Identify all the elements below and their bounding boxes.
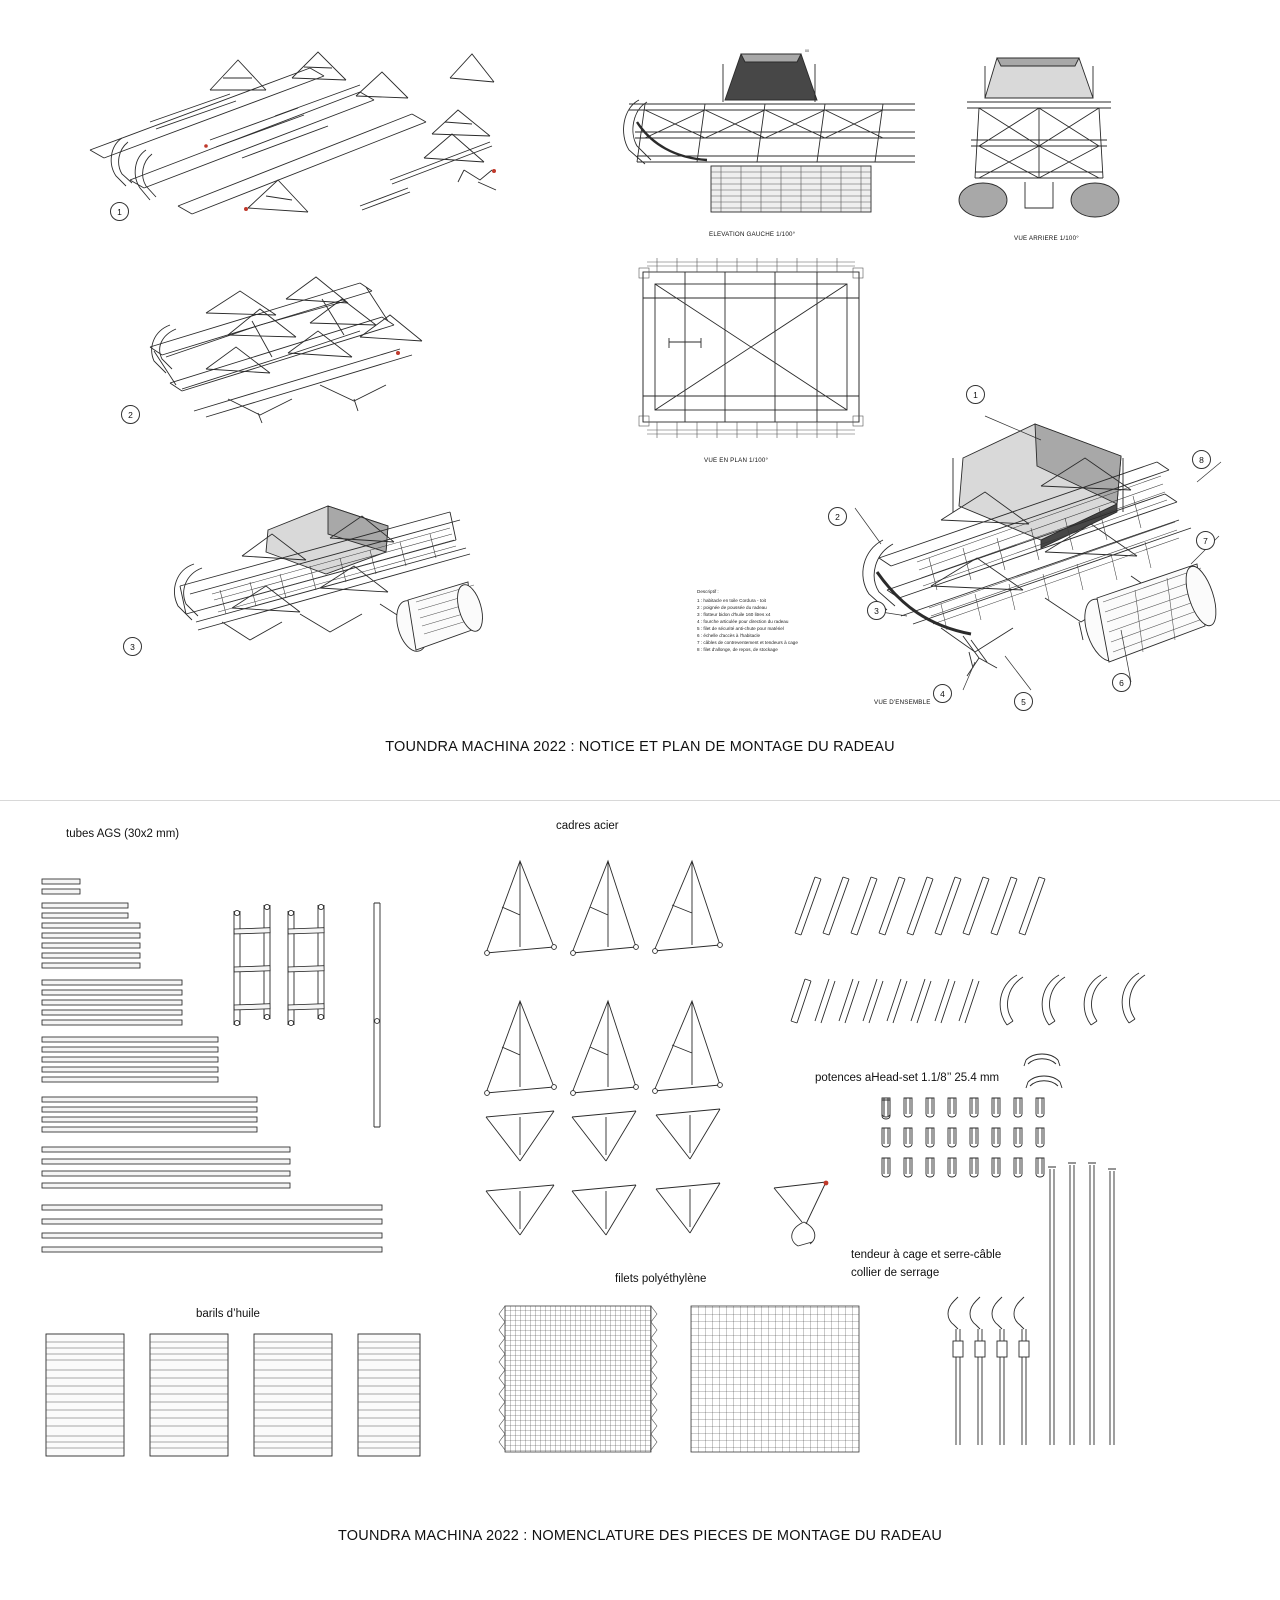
view-vue-ensemble — [845, 400, 1235, 700]
legend-descriptif — [697, 588, 827, 668]
legend-item-7: 7 : câbles de contreventement et tendeurs à cage — [697, 640, 798, 645]
part-callout-7: 7 — [1196, 531, 1215, 550]
part-callout-4: 4 — [933, 684, 952, 703]
parts-barils-huile — [40, 1330, 420, 1465]
legend-item-3: 3 : flotteur bidon d'huile 160 litres x4 — [697, 612, 771, 617]
step-callout-2: 2 — [121, 405, 140, 424]
view-elevation-gauche — [615, 40, 935, 220]
group-label-potences: potences aHead-set 1.1/8’’ 25.4 mm — [815, 1072, 1000, 1084]
parts-clamps-pair — [1022, 1048, 1072, 1088]
part-callout-1: 1 — [966, 385, 985, 404]
legend-item-4: 4 : fourche articulée pour direction du radeau — [697, 619, 789, 624]
view-label-elevation-gauche: ELEVATION GAUCHE 1/100° — [709, 231, 796, 238]
parts-filets — [495, 1300, 865, 1460]
view-vue-arriere — [945, 40, 1135, 225]
part-fourche — [770, 1180, 840, 1250]
step-callout-1: 1 — [110, 202, 129, 221]
legend-item-6: 6 : échelle d'accès à l'habitacle — [697, 633, 761, 638]
view-label-vue-ensemble: VUE D'ENSEMBLE — [874, 699, 931, 706]
group-label-cadres-acier: cadres acier — [556, 820, 619, 832]
view-label-vue-arriere: VUE ARRIERE 1/100° — [1014, 235, 1079, 242]
parts-cadres-acier — [480, 855, 740, 1245]
part-callout-6: 6 — [1112, 673, 1131, 692]
group-label-barils: barils d’huile — [196, 1308, 260, 1320]
sheet-divider — [0, 800, 1280, 801]
parts-tendeurs-cables — [940, 1155, 1150, 1455]
parts-small-tubes — [785, 875, 1155, 1055]
group-label-tubes-ags: tubes AGS (30x2 mm) — [66, 828, 180, 840]
part-callout-3: 3 — [867, 601, 886, 620]
part-callout-5: 5 — [1014, 692, 1033, 711]
assembly-view-step3 — [150, 490, 510, 670]
sheet-title-nomenclature: TOUNDRA MACHINA 2022 : NOMENCLATURE DES PIECES DE MONTAGE DU RADEAU — [338, 1528, 942, 1544]
group-label-filets: filets polyéthylène — [615, 1273, 707, 1285]
svg-text:00: 00 — [805, 49, 809, 53]
parts-tubes-ags — [38, 875, 398, 1295]
part-callout-8: 8 — [1192, 450, 1211, 469]
view-vue-en-plan — [625, 258, 875, 443]
view-label-vue-en-plan: VUE EN PLAN 1/100° — [704, 457, 769, 464]
group-label-collier-serrage: collier de serrage — [851, 1267, 940, 1279]
exploded-view-step1 — [60, 30, 510, 230]
legend-item-8: 8 : filet d'allonge, de repos, de stockage — [697, 647, 778, 652]
part-callout-2: 2 — [828, 507, 847, 526]
legend-title: Descriptif : — [697, 589, 719, 594]
group-label-tendeur-cage: tendeur à cage et serre-câble — [851, 1249, 1002, 1261]
sheet-title-assembly: TOUNDRA MACHINA 2022 : NOTICE ET PLAN DE MONTAGE DU RADEAU — [385, 739, 895, 755]
legend-item-5: 5 : filet de sécurité anti-chute pour matériel — [697, 626, 784, 631]
step-callout-3: 3 — [123, 637, 142, 656]
assembly-view-step2 — [110, 265, 450, 425]
legend-item-1: 1 : habitacle en toile Cordura - toit — [697, 598, 766, 603]
legend-item-2: 2 : poignée de poussée du radeau — [697, 605, 767, 610]
